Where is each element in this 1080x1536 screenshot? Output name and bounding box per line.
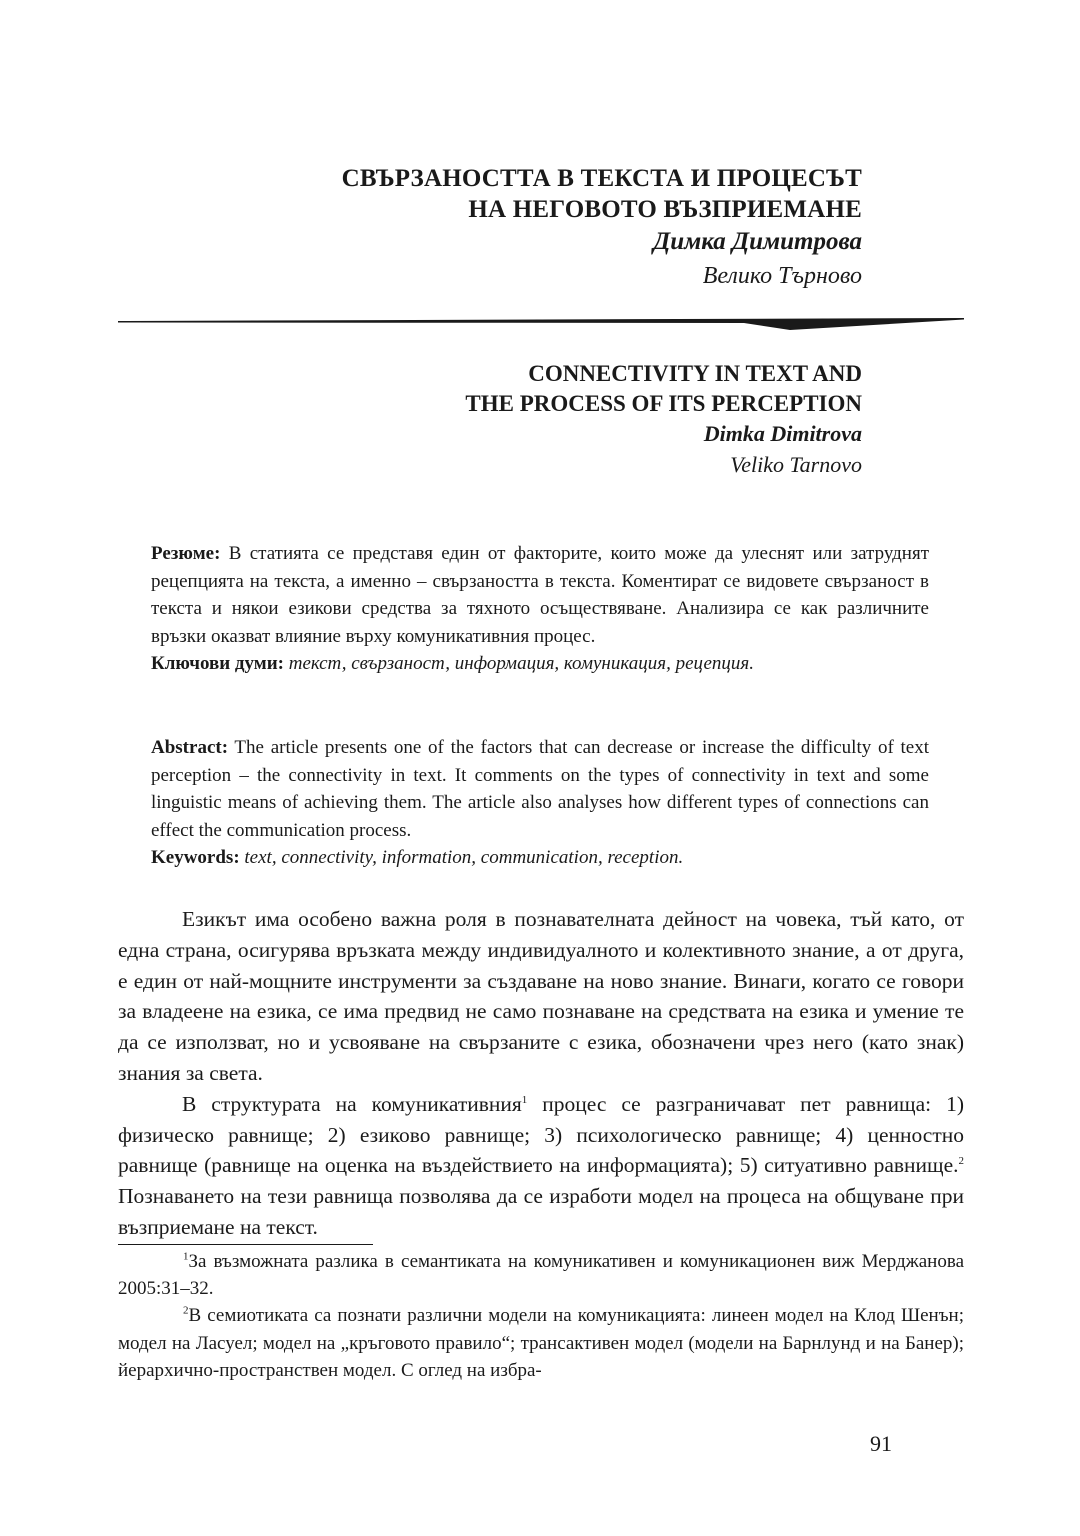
footnotes [118, 1248, 964, 1384]
abstract-english [151, 734, 929, 872]
title-divider [118, 312, 964, 334]
footnote-reference-2[interactable]: 2 [958, 1155, 964, 1168]
author-place: Велико Търново [702, 263, 862, 289]
english-author-name: Dimka Dimitrova [703, 421, 862, 446]
abstract-bulgarian-label: Резюме: [151, 543, 221, 564]
body-paragraph-2-part-1: В структурата на комуникативния [182, 1091, 522, 1116]
keywords-english [151, 844, 929, 872]
article-title-line-2: НА НЕГОВОТО ВЪЗПРИЕМАНЕ [468, 196, 862, 223]
footnote-separator [118, 1244, 373, 1245]
footnote-1 [118, 1248, 964, 1302]
body-paragraph-2-part-2: процес се разграничават пет равнища: 1) физическо равнище; 2) езиково равнище; 3) психологическо равнище; 4) ценностно равнище (равнище на оценка на въздействието на информацията); 5) ситуативно равнище. [118, 1091, 964, 1178]
keywords-bulgarian-list: текст, свързаност, информация, комуникация, рецепция. [284, 653, 754, 675]
abstract-bulgarian-text [151, 540, 929, 650]
abstract-bulgarian-body: В статията се представя един от факторите, които може да улеснят или затруднят рецепцията на текста, а именно – свързаността в текста. Коментират се видовете свързаност в текста и някои езикови средства за тяхното осъществяване. Анализира се как различните връзки оказват влияние върху комуникативния процес. [151, 543, 929, 647]
body-paragraph-1: Езикът има особено важна роля в познавателната дейност на човека, тъй като, от една страна, осигурява връзката между индивидуалното и колективното знание, а от друга, е един от най-мощните инструменти за създаване на ново знание. Винаги, когато се говори за владеене на езика, се има предвид не само познаване на средствата на езика и умение те да се използват, но и усвояване на свързаните с езика, обозначени чрез него (като знак) знания за света. [118, 907, 964, 1085]
article-title-block [122, 163, 862, 293]
body-paragraph-2 [118, 1089, 964, 1243]
page-number: 91 [870, 1431, 892, 1456]
keywords-english-label: Keywords: [151, 847, 240, 869]
english-title-line-2: THE PROCESS OF ITS PERCEPTION [465, 391, 862, 416]
keywords-english-list: text, connectivity, information, communication, reception. [239, 847, 684, 869]
author-name: Димка Димитрова [653, 228, 862, 255]
article-body [118, 904, 964, 1243]
footnote-reference-1[interactable]: 1 [521, 1093, 528, 1106]
abstract-english-text [151, 734, 929, 844]
article-title-line-1: СВЪРЗАНОСТТА В ТЕКСТА И ПРОЦЕСЪТ [341, 165, 862, 192]
english-title-line-1: CONNECTIVITY IN TEXT AND [528, 361, 862, 386]
footnote-2-text: В семиотиката са познати различни модели на комуникацията: линеен модел на Клод Шенън; модел на Ласуел; модел на „кръговото правило“; трансактивен модел (модели на Барнлунд и на Банер); йерархично-пространствен модел. С оглед на избра- [118, 1305, 964, 1381]
abstract-english-label: Abstract: [151, 737, 229, 758]
footnote-1-mark: 1 [183, 1250, 189, 1263]
footnote-1-text: За възможната разлика в семантиката на комуникативен и комуникационен виж Мерджанова 2005:31–32. [118, 1251, 964, 1300]
keywords-bulgarian [151, 650, 929, 678]
keywords-bulgarian-label: Ключови думи: [151, 653, 285, 675]
body-paragraph-2-part-3: Познаването на тези равнища позволява да се изработи модел на процеса на общуване при възприемане на текст. [118, 1184, 964, 1239]
footnote-2 [118, 1302, 964, 1384]
footnote-2-mark: 2 [183, 1305, 189, 1318]
english-author-place: Veliko Tarnovo [730, 452, 862, 477]
abstract-english-body: The article presents one of the factors that can decrease or increase the difficulty of text perception – the connectivity in text. It comments on the types of connectivity in text and some linguistic means of achieving them. The article also analyses how different types of connections can effect the communication process. [151, 737, 929, 841]
english-title-block [122, 359, 862, 480]
abstract-bulgarian [151, 540, 929, 678]
